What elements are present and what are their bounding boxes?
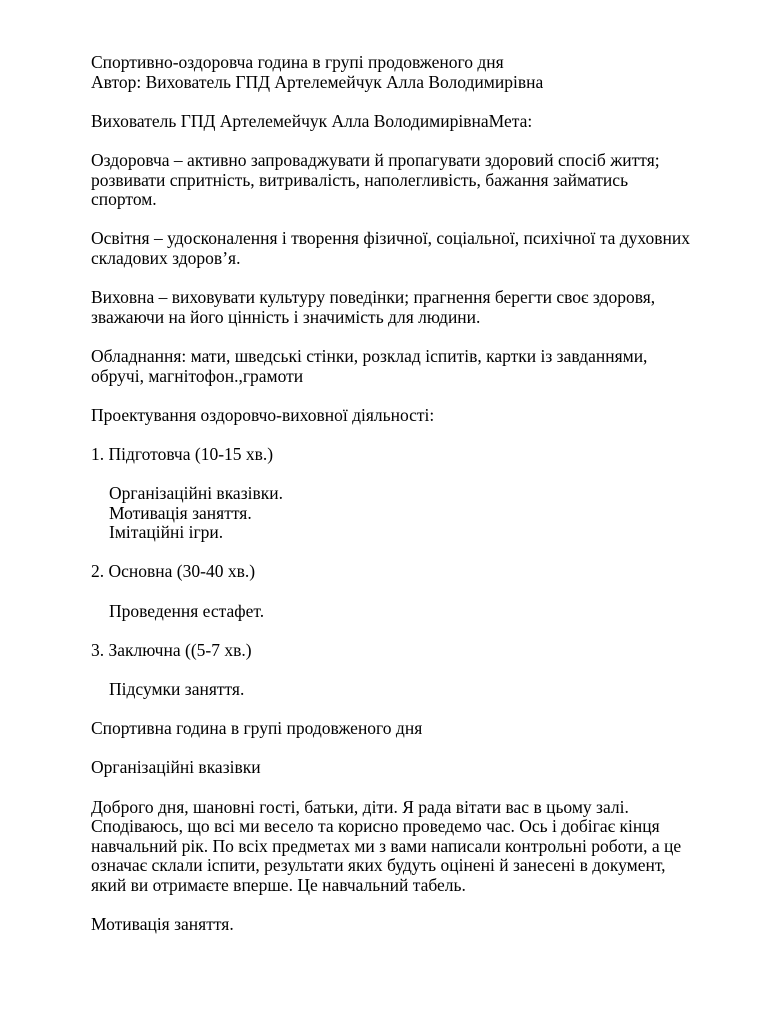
list-item: Мотивація заняття.: [109, 502, 252, 523]
paragraph-line: Доброго дня, шановні гості, батьки, діти. Я рада вітати вас в цьому залі.: [91, 796, 629, 817]
spacer: [91, 269, 731, 289]
paragraph-line: який ви отримаєте вперше. Це навчальний табель.: [91, 874, 466, 895]
stage-3-heading: 3. Заключна ((5-7 хв.): [91, 639, 252, 660]
section-title: Спортивна година в групі продовженого дня: [91, 718, 423, 739]
paragraph-line: Виховна – виховувати культуру поведінки; прагнення берегти своє здоровя,: [91, 287, 656, 308]
spacer: [91, 896, 731, 916]
paragraph-line: навчальний рік. По всіх предметах ми з вами написали контрольні роботи, а це: [91, 835, 682, 856]
document-title: Спортивно-оздоровча година в групі продовженого дня: [91, 52, 504, 72]
document-page: [91, 53, 731, 935]
spacer: [91, 425, 731, 445]
upbringing-goal-paragraph: [91, 288, 731, 327]
stage-1-list: [91, 484, 731, 543]
spacer: [91, 327, 731, 347]
paragraph-line: спортом.: [91, 189, 157, 210]
spacer: [91, 543, 731, 563]
list-item: Проведення естафет.: [109, 600, 265, 621]
list-item: Підсумки заняття.: [109, 679, 245, 699]
health-goal-paragraph: [91, 151, 731, 210]
spacer: [91, 621, 731, 641]
education-goal-paragraph: [91, 229, 731, 268]
spacer: [91, 131, 731, 151]
spacer: [91, 210, 731, 230]
stage-3-list: [91, 680, 731, 700]
stage-2-heading: 2. Основна (30-40 хв.): [91, 561, 256, 582]
spacer: [91, 582, 731, 602]
document-author: Автор: Вихователь ГПД Артелемейчук Алла Володимирівна: [91, 71, 544, 92]
paragraph-line: зважаючи на його цінність і значимість для людини.: [91, 306, 481, 327]
spacer: [91, 464, 731, 484]
stage-2-list: [91, 602, 731, 622]
paragraph-line: розвивати спритність, витривалість, наполегливість, бажання займатись: [91, 169, 629, 190]
paragraph-line: обручі, магнітофон.,грамоти: [91, 365, 304, 386]
list-item: Імітаційні ігри.: [109, 522, 224, 543]
spacer: [91, 778, 731, 798]
list-item: Організаційні вказівки.: [109, 483, 283, 504]
stage-1-heading: 1. Підготовча (10-15 хв.): [91, 443, 274, 464]
paragraph-line: складових здоров’я.: [91, 247, 241, 268]
spacer: [91, 386, 731, 406]
paragraph-line: Сподіваюсь, що всі ми весело та корисно проведемо час. Ось і добігає кінця: [91, 816, 660, 837]
greeting-paragraph: [91, 798, 731, 896]
spacer: [91, 739, 731, 759]
paragraph-line: Оздоровча – активно запроваджувати й пропагувати здоровий спосіб життя;: [91, 149, 660, 170]
paragraph-line: Освітня – удосконалення і творення фізичної, соціальної, психічної та духовних: [91, 228, 690, 249]
spacer: [91, 92, 731, 112]
paragraph-line: Обладнання: мати, шведські стінки, розклад іспитів, картки із завданнями,: [91, 345, 648, 366]
motivation-heading: Мотивація заняття.: [91, 914, 234, 935]
spacer: [91, 700, 731, 720]
org-heading: Організаційні вказівки: [91, 757, 261, 778]
spacer: [91, 660, 731, 680]
paragraph-line: означає склали іспити, результати яких будуть оцінені й занесені в документ,: [91, 855, 666, 876]
equipment-paragraph: [91, 347, 731, 386]
goal-line: Вихователь ГПД Артелемейчук Алла ВолодимирівнаМета:: [91, 110, 533, 131]
design-heading: Проектування оздоровчо-виховної діяльності:: [91, 404, 435, 425]
